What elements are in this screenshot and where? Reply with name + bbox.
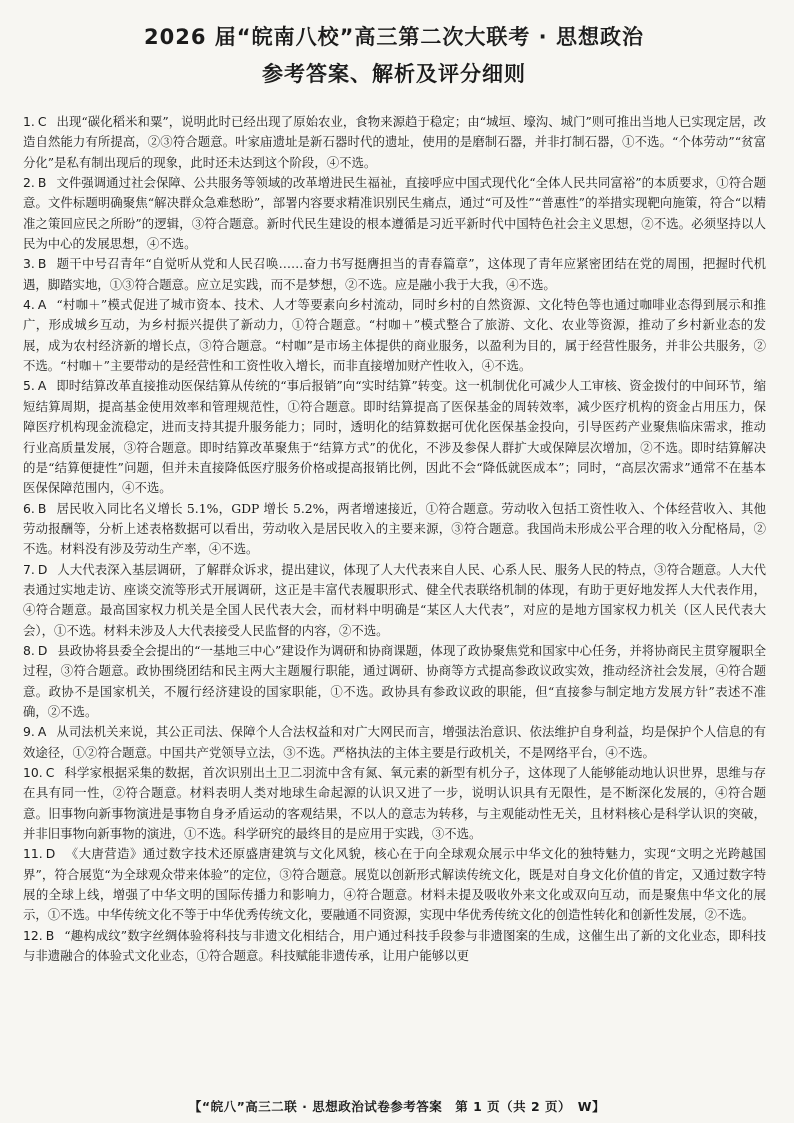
answer-explanation: 居民收入同比名义增长 5.1%，GDP 增长 5.2%，两者增速接近，①符合题意。劳动收入包括工资性收入、个体经营收入、其他劳动报酬等，分析上述表格数据可以看出，劳动收入是居民收入的主要来源，③符合题意。我国尚未形成公平合理的收入分配格局，②不选。材料没有涉及劳动生产率，④不选。 — [23, 500, 766, 557]
answer-item — [22, 254, 766, 295]
question-number: 3. — [23, 256, 35, 272]
answer-explanation: 文件强调通过社会保障、公共服务等领域的改革增进民生福祉，直接呼应中国式现代化“全体人民共同富裕”的本质要求，①符合题意。文件标题明确聚焦“解决群众急难愁盼”，部署内容要求精准识别民生痛点，通过“可及性”“普惠性”的举措实现靶向施策，符合“以精准之策回应民之所盼”的逻辑，③符合题意。新时代民生建设的根本遵循是习近平新时代中国特色社会主义思想，②不选。必须坚持以人民为中心的发展思想，④不选。 — [23, 175, 766, 252]
answer-key: A — [37, 378, 47, 394]
answer-explanation: 县政协将县委全会提出的“一基地三中心”建设作为调研和协商课题，体现了政协聚焦党和国家中心任务，并将协商民主贯穿履职全过程，③符合题意。政协围绕团结和民主两大主题履行职能，通过调研、协商等方式提高参政议政实效，推动经济社会发展，④符合题意。政协不是国家机关，不履行经济建设的国家职能，①不选。政协具有参政议政的职能，但“直接参与制定地方发展方针”表述不准确，②不选。 — [23, 642, 766, 719]
answer-item — [22, 112, 766, 173]
answer-explanation: 题干中号召青年“自觉听从党和人民召唤……奋力书写挺膺担当的青春篇章”，这体现了青年应紧密团结在党的周围，把握时代机遇，脚踏实地，①③符合题意。应立足实践，而不是梦想，②不选。应是融小我于大我，④不选。 — [23, 256, 766, 292]
answer-key: A — [37, 297, 47, 313]
answer-item — [22, 560, 766, 641]
answer-explanation: 人大代表深入基层调研，了解群众诉求，提出建议，体现了人大代表来自人民、心系人民、服务人民的特点，③符合题意。人大代表通过实地走访、座谈交流等形式开展调研，这正是丰富代表履职形式、健全代表联络机制的体现，有助于更好地发挥人大代表作用，④符合题意。最高国家权力机关是全国人民代表大会，而材料中明确是“某区人大代表”，对应的是地方国家权力机关（区人民代表大会），①不选。材料未涉及人大代表接受人民监督的内容，②不选。 — [23, 561, 766, 638]
answer-key: B — [37, 175, 47, 191]
page-footer: 【“皖八”高三二联 · 思想政治试卷参考答案 第 1 页（共 2 页） W】 — [188, 1099, 606, 1114]
question-number: 2. — [23, 175, 35, 191]
answer-key: D — [37, 561, 48, 577]
answer-item — [22, 376, 766, 498]
question-number: 10. — [23, 765, 43, 780]
question-number: 5. — [23, 378, 35, 394]
answer-key: D — [37, 642, 48, 658]
answer-item — [22, 763, 766, 844]
answer-explanation: 即时结算改革直接推动医保结算从传统的“事后报销”向“实时结算”转变。这一机制优化可减少人工审核、资金拨付的中间环节，缩短结算周期，提高基金使用效率和管理规范性，①符合题意。即时结算提高了医保基金的周转效率，减少医疗机构的资金占用压力，保障医疗机构现金流稳定，进而支持其提升服务能力；同时，透明化的结算数据可优化医保基金投向，引导医药产业聚焦临床需求，推动行业高质量发展，③符合题意。即时结算改革聚焦于“结算方式”的优化，不涉及参保人群扩大或保障层次增加，②不选。即时结算解决的是“结算便捷性”问题，但并未直接降低医疗服务价格或提高报销比例，因此不会“降低就医成本”；同时，“高层次需求”通常不在基本医保保障范围内，④不选。 — [23, 378, 766, 496]
answer-item — [22, 722, 766, 763]
answer-item — [22, 641, 766, 722]
question-number: 1. — [23, 114, 35, 129]
question-number: 8. — [23, 642, 35, 658]
document-title: 2026 届“皖南八校”高三第二次大联考 · 思想政治 — [144, 25, 644, 49]
answer-explanation: 出现“碳化稻米和粟”，说明此时已经出现了原始农业，食物来源趋于稳定；由“城垣、壕沟、城门”则可推出当地人已实现定居，改造自然能力有所提高，②③符合题意。叶家庙遗址是新石器时代的遗址，使用的是磨制石器，并非打制石器，①不选。“个体劳动”“贫富分化”是私有制出现后的现象，此时还未达到这个阶段，④不选。 — [23, 114, 766, 170]
question-number: 11. — [23, 846, 43, 862]
answer-item — [22, 499, 766, 560]
answer-key: A — [37, 724, 47, 740]
question-number: 9. — [23, 724, 35, 740]
answer-item — [22, 844, 766, 925]
answer-explanation: 《大唐营造》通过数字技术还原盛唐建筑与文化风貌，核心在于向全球观众展示中华文化的独特魅力，实现“文明之光跨越国界”，符合展览“为全球观众带来体验”的定位，③符合题意。展览以创新形式解读传统文化，既是对自身文化价值的肯定，又通过数字特展的全球上线，增强了中华文明的国际传播力和影响力，④符合题意。材料未提及吸收外来文化或双向互动，而是聚焦中华文化的展示，①不选。中华传统文化不等于中华优秀传统文化，要融通不同资源，实现中华优秀传统文化的创造性转化和创新性发展，②不选。 — [23, 846, 766, 923]
answer-key: B — [37, 500, 47, 516]
answer-key: B — [45, 927, 55, 943]
answer-list — [22, 112, 766, 966]
answer-item — [22, 173, 766, 254]
answer-key: C — [45, 765, 55, 780]
answer-explanation: “趣构成纹”数字丝绸体验将科技与非遗文化相结合，用户通过科技手段参与非遗图案的生成，这催生出了新的文化业态，即科技与非遗融合的体验式文化业态，①符合题意。科技赋能非遗传承，让用户能够以更 — [23, 927, 766, 964]
answer-key: C — [37, 114, 47, 129]
answer-explanation: 科学家根据采集的数据，首次识别出土卫二羽流中含有氮、氧元素的新型有机分子，这体现了人能够能动地认识世界，思维与存在具有同一性，②符合题意。材料表明人类对地球生命起源的认识又进了一步，说明认识具有无限性，是不断深化发展的，④符合题意。旧事物向新事物演进是事物自身矛盾运动的客观结果，不以人的意志为转移，与主观能动性无关，且材料核心是科学认识的突破，并非旧事物向新事物的演进，①不选。科学研究的最终目的是应用于实践，③不选。 — [23, 765, 766, 842]
answer-item — [22, 295, 766, 376]
answer-explanation: 从司法机关来说，其公正司法、保障个人合法权益和对广大网民而言，增强法治意识、依法维护自身利益，均是保护个人信息的有效途径，①②符合题意。中国共产党领导立法，③不选。严格执法的主体主要是行政机关，不是网络平台，④不选。 — [23, 724, 766, 760]
document-subtitle: 参考答案、解析及评分细则 — [262, 62, 526, 86]
answer-key: B — [37, 256, 47, 272]
question-number: 6. — [23, 500, 35, 516]
answer-key: D — [45, 846, 56, 862]
question-number: 12. — [23, 927, 43, 943]
answer-item — [22, 926, 766, 967]
question-number: 7. — [23, 561, 35, 577]
question-number: 4. — [23, 297, 35, 313]
answer-explanation: “村咖＋”模式促进了城市资本、技术、人才等要素向乡村流动，同时乡村的自然资源、文化特色等也通过咖啡业态得到展示和推广，形成城乡互动，为乡村振兴提供了新动力，①符合题意。“村咖＋”模式整合了旅游、文化、农业等资源，推动了乡村新业态的发展，成为农村经济新的增长点，③符合题意。“村咖”是市场主体提供的商业服务，以盈利为目的，属于经营性服务，并非公共服务，②不选。“村咖＋”主要带动的是经营性和工资性收入增长，而非直接增加财产性收入，④不选。 — [23, 297, 766, 374]
